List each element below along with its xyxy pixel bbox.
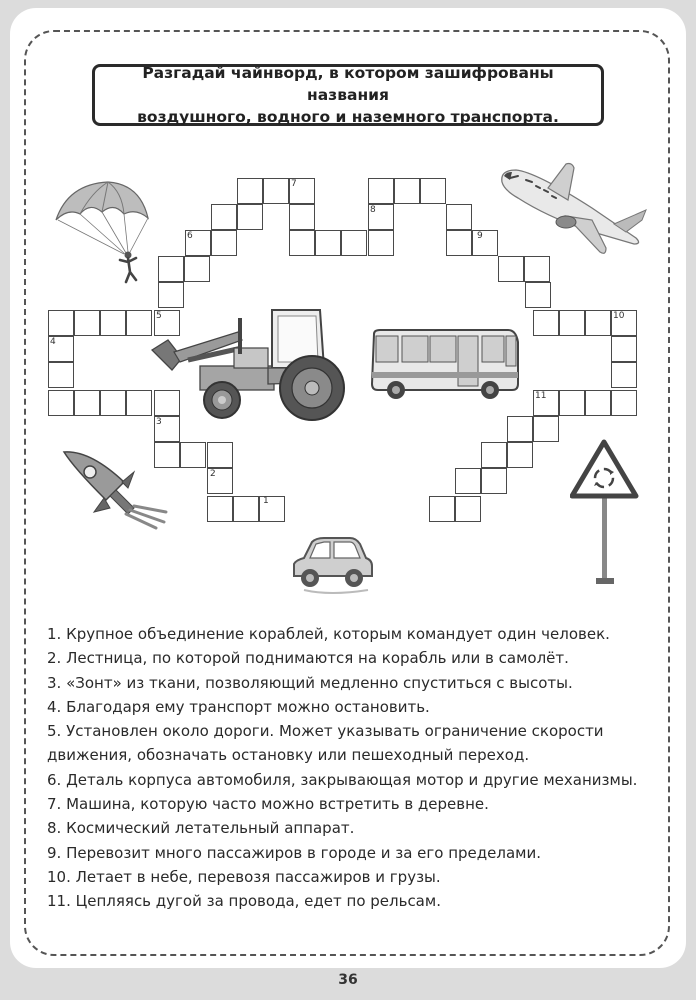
page-number: 36 xyxy=(338,972,358,988)
grid-cell[interactable] xyxy=(74,390,100,416)
clue-item: 8. Космический летательный аппарат. xyxy=(47,819,355,838)
grid-cell[interactable] xyxy=(158,282,184,308)
clue-item: 7. Машина, которую часто можно встретить в деревне. xyxy=(47,795,489,814)
grid-cell[interactable] xyxy=(585,310,611,336)
grid-number: 2 xyxy=(210,469,216,479)
grid-cell[interactable] xyxy=(481,442,507,468)
grid-number: 5 xyxy=(156,311,162,321)
grid-cell[interactable] xyxy=(533,416,559,442)
rocket-icon xyxy=(60,446,170,530)
grid-cell[interactable] xyxy=(498,256,524,282)
task-line-2: воздушного, водного и наземного транспорта. xyxy=(137,108,559,126)
clue-item: 1. Крупное объединение кораблей, которым командует один человек. xyxy=(47,625,610,643)
grid-cell[interactable] xyxy=(368,230,394,256)
grid-cell[interactable] xyxy=(100,310,126,336)
grid-cell[interactable] xyxy=(207,442,233,468)
grid-cell[interactable] xyxy=(180,442,206,468)
grid-cell[interactable] xyxy=(507,442,533,468)
grid-cell[interactable] xyxy=(289,204,315,230)
grid-cell[interactable] xyxy=(420,178,446,204)
clue-item: 11. Цепляясь дугой за провода, едет по рельсам. xyxy=(47,892,441,911)
grid-cell[interactable] xyxy=(263,178,289,204)
grid-cell[interactable] xyxy=(184,256,210,282)
grid-cell[interactable] xyxy=(507,416,533,442)
grid-cell[interactable] xyxy=(533,310,559,336)
clue-item: 4. Благодаря ему транспорт можно остановить. xyxy=(47,697,430,716)
grid-cell[interactable] xyxy=(585,390,611,416)
grid-cell[interactable] xyxy=(315,230,341,256)
grid-number: 7 xyxy=(291,179,297,189)
grid-cell[interactable] xyxy=(472,230,498,256)
clue-item: 3. «Зонт» из ткани, позволяющий медленно спуститься с высоты. xyxy=(47,673,573,692)
clue-item: движения, обозначать остановку или пешеходный переход. xyxy=(47,746,530,765)
task-line-1: Разгадай чайнворд, в котором зашифрованы названия xyxy=(142,64,554,104)
grid-cell[interactable] xyxy=(524,256,550,282)
tractor-icon xyxy=(148,306,352,424)
clue-item: 9. Перевозит много пассажиров в городе и за его пределами. xyxy=(47,843,541,862)
bus-icon xyxy=(368,328,520,400)
grid-number: 1 xyxy=(263,496,269,506)
grid-cell[interactable] xyxy=(394,178,420,204)
grid-number: 10 xyxy=(613,311,625,321)
grid-cell[interactable] xyxy=(211,230,237,256)
grid-cell[interactable] xyxy=(455,468,481,494)
car-icon xyxy=(290,534,376,594)
grid-cell[interactable] xyxy=(158,256,184,282)
grid-cell[interactable] xyxy=(368,178,394,204)
grid-cell[interactable] xyxy=(211,204,237,230)
grid-cell[interactable] xyxy=(207,496,233,522)
clue-list xyxy=(47,622,667,914)
grid-number: 8 xyxy=(370,205,376,215)
grid-cell[interactable] xyxy=(289,230,315,256)
grid-number: 9 xyxy=(477,231,483,241)
grid-cell[interactable] xyxy=(446,230,472,256)
grid-cell[interactable] xyxy=(446,204,472,230)
grid-cell[interactable] xyxy=(429,496,455,522)
grid-cell[interactable] xyxy=(100,390,126,416)
grid-cell[interactable] xyxy=(559,310,585,336)
grid-cell[interactable] xyxy=(559,390,585,416)
clue-item: 2. Лестница, по которой поднимаются на корабль или в самолёт. xyxy=(47,649,569,668)
grid-cell[interactable] xyxy=(233,496,259,522)
grid-cell[interactable] xyxy=(237,204,263,230)
clue-item: 10. Летает в небе, перевозя пассажиров и грузы. xyxy=(47,867,441,886)
task-instruction xyxy=(92,64,604,126)
grid-cell[interactable] xyxy=(611,390,637,416)
grid-cell[interactable] xyxy=(481,468,507,494)
road-sign-icon xyxy=(570,438,640,590)
airplane-icon xyxy=(496,160,648,258)
grid-cell[interactable] xyxy=(525,282,551,308)
grid-cell[interactable] xyxy=(455,496,481,522)
clue-item: 6. Деталь корпуса автомобиля, закрывающая мотор и другие механизмы. xyxy=(47,770,638,789)
grid-number: 6 xyxy=(187,231,193,241)
grid-cell[interactable] xyxy=(48,310,74,336)
grid-cell[interactable] xyxy=(48,362,74,388)
grid-cell[interactable] xyxy=(48,390,74,416)
grid-cell[interactable] xyxy=(341,230,367,256)
grid-number: 11 xyxy=(535,391,547,401)
grid-cell[interactable] xyxy=(237,178,263,204)
grid-number: 4 xyxy=(50,337,56,347)
grid-cell[interactable] xyxy=(611,336,637,362)
grid-cell[interactable] xyxy=(611,362,637,388)
clue-item: 5. Установлен около дороги. Может указывать ограничение скорости xyxy=(47,722,604,741)
grid-number: 3 xyxy=(156,417,162,427)
parachutist-icon xyxy=(48,178,158,288)
grid-cell[interactable] xyxy=(74,310,100,336)
